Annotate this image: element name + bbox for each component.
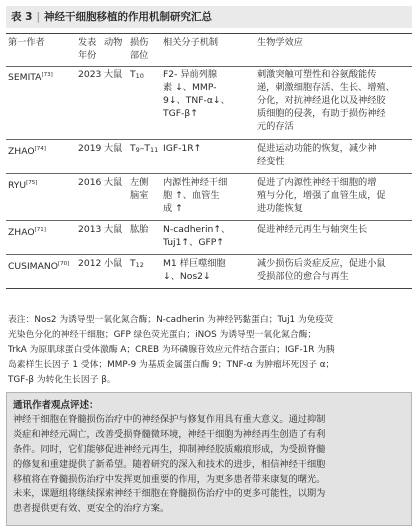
row-site: $T_{10}$ [130, 69, 144, 80]
note-line: 光染色分化的神经干细胞；GFP 绿色荧光蛋白；iNOS 为诱导型一氧化氮合酶； [8, 330, 317, 341]
table-note [8, 313, 410, 388]
commentary-line: 神经干细胞在脊髓损伤治疗中的神经保护与修复作用具有重大意义。通过抑制 [13, 414, 326, 425]
commentary-heading: 通讯作者观点评述： [13, 400, 99, 411]
row-site: $T_9-T_{11}$ [130, 143, 159, 154]
row-effect-line: 促进神经元再生与轴突生长 [257, 224, 368, 235]
row-divider [6, 173, 412, 174]
row-ref: [73] [41, 72, 53, 78]
row-effect-line: 殖与分化，增强了血管生成，促 [257, 190, 386, 201]
header-year-line1: 发表 [78, 37, 97, 48]
row-effect-line: 刺激突触可塑性和谷氨酸能传 [257, 69, 377, 80]
note-line: TrkA 为原肌球蛋白受体激酶 A；CREB 为环磷腺苷效应元件结合蛋白；IGF-1R 为胰 [8, 345, 335, 356]
commentary-line: 炎症和神经元凋亡，改善受损脊髓微环境，神经干细胞为神经再生创造了有利 [13, 428, 326, 440]
commentary-line: 的修复和重建提供了新希望。随着研究的深入和技术的进步，相信神经干细胞 [13, 458, 326, 470]
row-mol-line: 9↓、TNF-α↓、 [163, 95, 230, 106]
row-author: ZHAO[71] [8, 227, 46, 238]
row-effect-line: 分化，对抗神经退化以及神经胶 [257, 95, 386, 106]
row-animal: 小鼠 [104, 258, 123, 269]
row-mol-line: N-cadherin↑、 [163, 224, 231, 235]
row-author: CUSIMANO[70] [8, 261, 70, 272]
header-site-line1: 损伤 [130, 37, 149, 48]
commentary-box [6, 392, 412, 526]
row-ref: [74] [34, 146, 46, 152]
row-effect-line: 促进运动功能的恢复，减少神 [257, 143, 377, 154]
commentary-line: 未来，课题组将继续探索神经干细胞在脊髓损伤治疗中的更多可能性，以期为 [13, 488, 326, 500]
row-effect-line: 受损部位的愈合与再生 [257, 271, 349, 282]
row-author: ZHAO[74] [8, 146, 46, 157]
row-effect-line: 元的存活 [257, 121, 294, 132]
row-divider [6, 254, 412, 255]
row-ref: [75] [26, 180, 38, 186]
header-molecular: 相关分子机制 [163, 37, 219, 48]
row-mol-line: ↓、Nos2↓ [163, 271, 211, 282]
row-divider [6, 139, 412, 140]
row-site: $T_{12}$ [130, 258, 144, 269]
row-animal: 大鼠 [104, 69, 123, 80]
table-top-rule [6, 33, 412, 34]
row-divider [6, 220, 412, 221]
row-mol-line: F2- 异前列腺 [163, 69, 218, 80]
row-effect-line: 经变性 [257, 156, 285, 167]
row-mol-line: 成 ↑ [163, 203, 183, 214]
row-animal: 大鼠 [104, 177, 123, 188]
row-author: RYU[75] [8, 180, 38, 191]
table-label: 表 3 [11, 11, 33, 23]
commentary-body [13, 413, 407, 517]
row-site-line: 肱胎 [130, 224, 149, 235]
note-line: TGF-β 为转化生长因子 β。 [8, 375, 116, 386]
note-line: 岛素样生长因子 1 受体；MMP-9 为基质金属蛋白酶 9；TNF-α 为肿瘤坏死因子 α； [8, 360, 335, 371]
header-author: 第一作者 [8, 37, 45, 48]
title-separator: | [36, 11, 41, 23]
table-title-text: 神经干细胞移植的作用机制研究汇总 [44, 11, 213, 23]
row-year: 2023 [78, 69, 102, 80]
header-year-line2: 年份 [78, 50, 97, 61]
commentary-line: 患者提供更有效、更安全的治疗方案。 [13, 503, 170, 515]
table-bottom-rule [6, 288, 412, 289]
row-ref: [71] [34, 227, 46, 233]
row-mol-line: 内源性神经干细 [163, 177, 228, 188]
row-mol-line: 胞 ↑、血管生 [163, 190, 220, 201]
commentary-line: 移植将在脊髓损伤治疗中发挥更加重要的作用，为更多患者带来康复的曙光。 [13, 473, 326, 485]
row-animal: 大鼠 [104, 224, 123, 235]
row-mol-line: TGF-β↑ [163, 108, 198, 119]
row-effect-line: 进功能恢复 [257, 203, 303, 214]
table-title [6, 6, 412, 28]
row-effect-line: 促进了内源性神经干细胞的增 [257, 177, 377, 188]
row-year: 2012 [78, 258, 102, 269]
row-site-line: 脑室 [130, 190, 149, 201]
row-mol-line: Tuj1↑、GFP↑ [163, 237, 224, 248]
row-effect-line: 质细胞的侵袭，有助于损伤神经 [257, 108, 386, 119]
header-effect: 生物学效应 [257, 37, 303, 48]
header-animal: 动物 [104, 37, 123, 48]
commentary-line: 条件。同时，它们能够促进神经元再生，抑制神经胶质瘢痕形成，为受损脊髓 [13, 443, 326, 455]
row-author: SEMITA[73] [8, 72, 53, 83]
note-line: 表注：Nos2 为诱导型一氧化氮合酶；N-cadherin 为神经钙黏蛋白；Tuj1 为免疫荧 [8, 315, 334, 325]
header-site-line2: 部位 [130, 50, 149, 61]
row-mol-line: IGF-1R↑ [163, 143, 202, 154]
row-year: 2019 [78, 143, 102, 154]
row-ref: [70] [58, 261, 70, 267]
row-mol-line: 素 ↓、MMP- [163, 82, 217, 93]
row-effect-line: 减少损伤后炎症反应，促进小鼠 [257, 258, 386, 269]
row-effect-line: 递，刺激细胞存活、生长、增殖、 [257, 82, 395, 93]
row-mol-line: M1 样巨噬细胞 [163, 258, 226, 269]
row-site-line: 左侧 [130, 177, 149, 188]
row-year: 2013 [78, 224, 102, 235]
row-year: 2016 [78, 177, 102, 188]
header-rule [6, 66, 412, 67]
row-animal: 大鼠 [104, 143, 123, 154]
